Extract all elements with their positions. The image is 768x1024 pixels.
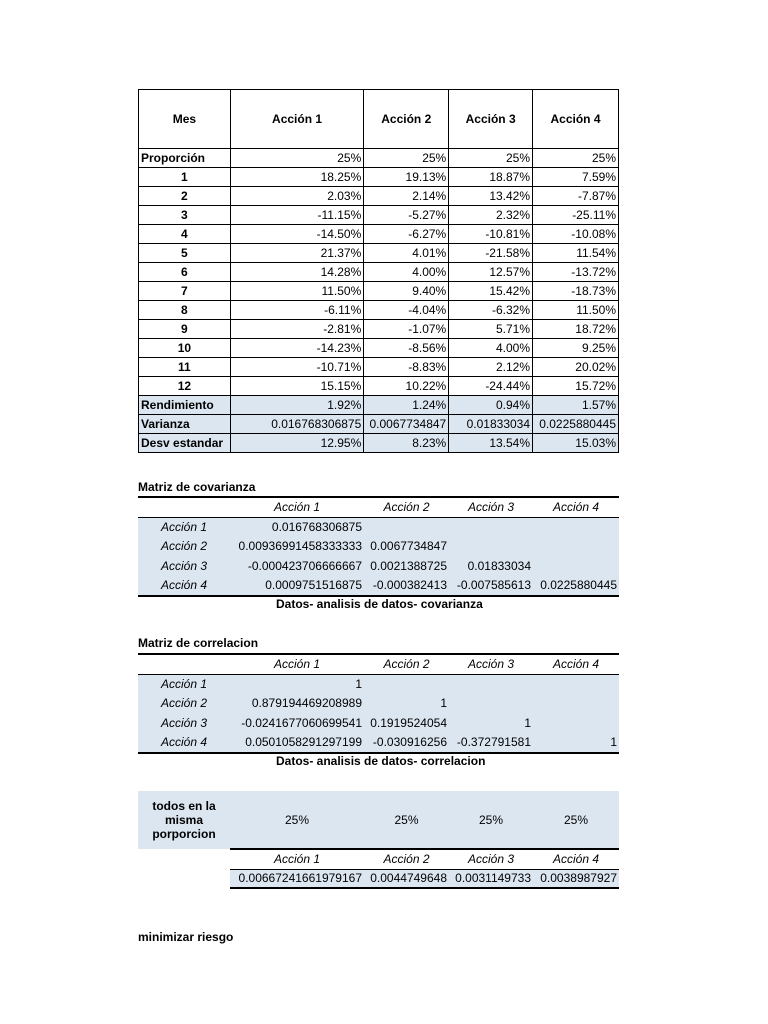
cell-value: -21.58% [449,244,533,263]
cell-value: 7.59% [533,168,619,187]
cell-value: 2.03% [230,187,363,206]
matrix-cell: 0.879194469208989 [230,694,364,714]
matrix-col-header: Acción 1 [230,654,364,675]
cell-value: 15.42% [449,282,533,301]
stat-value: 1.92% [230,396,363,415]
stat-value: 1.24% [364,396,449,415]
table-row [139,225,619,244]
matrix-cell: 0.0225880445 [533,576,619,596]
cell-value: -6.32% [449,301,533,320]
stat-row [139,415,619,434]
matrix-cell [533,557,619,577]
empty-cell [138,497,230,518]
cell-value: 11.50% [533,301,619,320]
row-label: Proporción [139,149,231,168]
portfolio-value: 0.0044749648 [364,869,449,888]
cell-value: 19.13% [364,168,449,187]
note-text: minimizar riesgo [138,930,234,944]
row-label: 6 [139,263,231,282]
stat-value: 12.95% [230,434,363,453]
row-label: 1 [139,168,231,187]
stat-label: Rendimiento [139,396,231,415]
cell-value: -2.81% [230,320,363,339]
cell-value: 15.72% [533,377,619,396]
matrix-col-header: Acción 4 [533,654,619,675]
matrix-row [138,733,619,753]
table-row [139,206,619,225]
matrix-cell [533,694,619,714]
matrix-row [138,714,619,734]
cell-value: 13.42% [449,187,533,206]
cell-value: 10.22% [364,377,449,396]
cell-value: 15.15% [230,377,363,396]
empty-cell [138,654,230,675]
stat-value: 0.016768306875 [230,415,363,434]
cell-value: -10.81% [449,225,533,244]
matrix-cell: -0.372791581 [449,733,533,753]
stat-value: 0.0067734847 [364,415,449,434]
matrix-cell: -0.030916256 [364,733,449,753]
header-accion-3: Acción 3 [449,90,533,149]
portfolio-value: 0.0038987927 [533,869,619,888]
matrix-cell [533,518,619,538]
cell-value: -18.73% [533,282,619,301]
row-label: 12 [139,377,231,396]
portfolio-description: todos en la misma porporcion [138,791,230,849]
correlation-caption: Datos- analisis de datos- correlacion [276,754,486,768]
matrix-row-label: Acción 4 [138,733,230,753]
cell-value: 25% [533,149,619,168]
empty-cell [138,869,230,888]
cell-value: 2.12% [449,358,533,377]
row-label: 5 [139,244,231,263]
portfolio-proportion: 25% [533,791,619,849]
portfolio-col-header: Acción 3 [449,849,533,869]
matrix-col-header: Acción 2 [364,654,449,675]
cell-value: 11.54% [533,244,619,263]
matrix-cell: -0.0241677060699541 [230,714,364,734]
cell-value: 12.57% [449,263,533,282]
portfolio-col-header: Acción 4 [533,849,619,869]
matrix-cell [449,518,533,538]
table-row [139,168,619,187]
cell-value: 11.50% [230,282,363,301]
matrix-row-label: Acción 1 [138,675,230,695]
portfolio-col-header: Acción 2 [364,849,449,869]
row-label: 11 [139,358,231,377]
portfolio-proportion: 25% [364,791,449,849]
cell-value: -5.27% [364,206,449,225]
header-accion-1: Acción 1 [230,90,363,149]
matrix-cell: 1 [364,694,449,714]
matrix-row-label: Acción 1 [138,518,230,538]
header-accion-4: Acción 4 [533,90,619,149]
matrix-cell: 1 [230,675,364,695]
cell-value: 18.72% [533,320,619,339]
table-row [139,301,619,320]
cell-value: 18.87% [449,168,533,187]
matrix-cell: 1 [449,714,533,734]
matrix-cell: -0.007585613 [449,576,533,596]
matrix-cell: -0.000423706666667 [230,557,364,577]
table-row [139,282,619,301]
cell-value: 2.14% [364,187,449,206]
matrix-cell [449,675,533,695]
matrix-header-row [138,654,619,675]
matrix-cell: 0.0021388725 [364,557,449,577]
header-mes: Mes [139,90,231,149]
matrix-cell [364,518,449,538]
row-label: 2 [139,187,231,206]
stat-value: 13.54% [449,434,533,453]
row-label: 8 [139,301,231,320]
stat-value: 0.94% [449,396,533,415]
matrix-cell: 0.00936991458333333 [230,537,364,557]
stat-label: Varianza [139,415,231,434]
matrix-cell: 1 [533,733,619,753]
cell-value: -6.11% [230,301,363,320]
portfolio-value: 0.00667241661979167 [230,869,364,888]
stat-value: 0.01833034 [449,415,533,434]
portfolio-value-row [138,869,619,888]
cell-value: -14.23% [230,339,363,358]
matrix-cell: 0.016768306875 [230,518,364,538]
matrix-cell: 0.0067734847 [364,537,449,557]
cell-value: -24.44% [449,377,533,396]
cell-value: 9.40% [364,282,449,301]
matrix-row-label: Acción 3 [138,557,230,577]
matrix-col-header: Acción 3 [449,654,533,675]
cell-value: 4.00% [364,263,449,282]
table-row [139,320,619,339]
cell-value: 25% [449,149,533,168]
cell-value: -10.71% [230,358,363,377]
covariance-title: Matriz de covarianza [138,480,256,494]
matrix-row [138,675,619,695]
table-row [139,377,619,396]
matrix-row [138,694,619,714]
stat-value: 8.23% [364,434,449,453]
cell-value: -8.56% [364,339,449,358]
row-label: 7 [139,282,231,301]
row-label: 4 [139,225,231,244]
matrix-cell: 0.0009751516875 [230,576,364,596]
cell-value: -8.83% [364,358,449,377]
matrix-row [138,557,619,577]
matrix-cell: 0.1919524054 [364,714,449,734]
stat-label: Desv estandar [139,434,231,453]
matrix-cell: 0.0501058291297199 [230,733,364,753]
covariance-caption: Datos- analisis de datos- covarianza [276,597,483,611]
portfolio-proportion-row [138,791,619,849]
returns-table [138,89,619,453]
cell-value: 21.37% [230,244,363,263]
correlation-matrix [138,653,619,754]
header-accion-2: Acción 2 [364,90,449,149]
matrix-row-label: Acción 4 [138,576,230,596]
stat-row [139,434,619,453]
cell-value: 4.01% [364,244,449,263]
matrix-row-label: Acción 2 [138,694,230,714]
stat-row [139,396,619,415]
portfolio-col-header: Acción 1 [230,849,364,869]
cell-value: -13.72% [533,263,619,282]
portfolio-value: 0.0031149733 [449,869,533,888]
matrix-row [138,518,619,538]
cell-value: 2.32% [449,206,533,225]
matrix-col-header: Acción 4 [533,497,619,518]
matrix-col-header: Acción 1 [230,497,364,518]
matrix-cell [533,675,619,695]
table-row [139,187,619,206]
cell-value: 20.02% [533,358,619,377]
table-row [139,358,619,377]
cell-value: -14.50% [230,225,363,244]
equal-weight-portfolio [138,791,619,889]
stat-value: 15.03% [533,434,619,453]
matrix-cell [533,537,619,557]
matrix-header-row [138,497,619,518]
cell-value: -10.08% [533,225,619,244]
matrix-cell [449,537,533,557]
stat-value: 0.0225880445 [533,415,619,434]
matrix-col-header: Acción 2 [364,497,449,518]
cell-value: 9.25% [533,339,619,358]
row-label: 10 [139,339,231,358]
cell-value: -1.07% [364,320,449,339]
table-row [139,149,619,168]
matrix-cell [449,694,533,714]
row-label: 9 [139,320,231,339]
portfolio-proportion: 25% [449,791,533,849]
cell-value: 25% [230,149,363,168]
cell-value: 4.00% [449,339,533,358]
portfolio-header-row [138,849,619,869]
empty-cell [138,849,230,869]
table-row [139,339,619,358]
stat-value: 1.57% [533,396,619,415]
cell-value: -11.15% [230,206,363,225]
cell-value: 18.25% [230,168,363,187]
matrix-row-label: Acción 3 [138,714,230,734]
returns-header-row [139,90,619,149]
matrix-cell: -0.000382413 [364,576,449,596]
matrix-row-label: Acción 2 [138,537,230,557]
cell-value: 5.71% [449,320,533,339]
table-row [139,244,619,263]
row-label: 3 [139,206,231,225]
matrix-cell [364,675,449,695]
matrix-cell: 0.01833034 [449,557,533,577]
covariance-matrix [138,496,619,597]
correlation-title: Matriz de correlacion [138,636,259,650]
cell-value: -4.04% [364,301,449,320]
matrix-row [138,537,619,557]
cell-value: -25.11% [533,206,619,225]
portfolio-proportion: 25% [230,791,364,849]
matrix-cell [533,714,619,734]
table-row [139,263,619,282]
matrix-row [138,576,619,596]
cell-value: -7.87% [533,187,619,206]
cell-value: -6.27% [364,225,449,244]
cell-value: 14.28% [230,263,363,282]
matrix-col-header: Acción 3 [449,497,533,518]
cell-value: 25% [364,149,449,168]
